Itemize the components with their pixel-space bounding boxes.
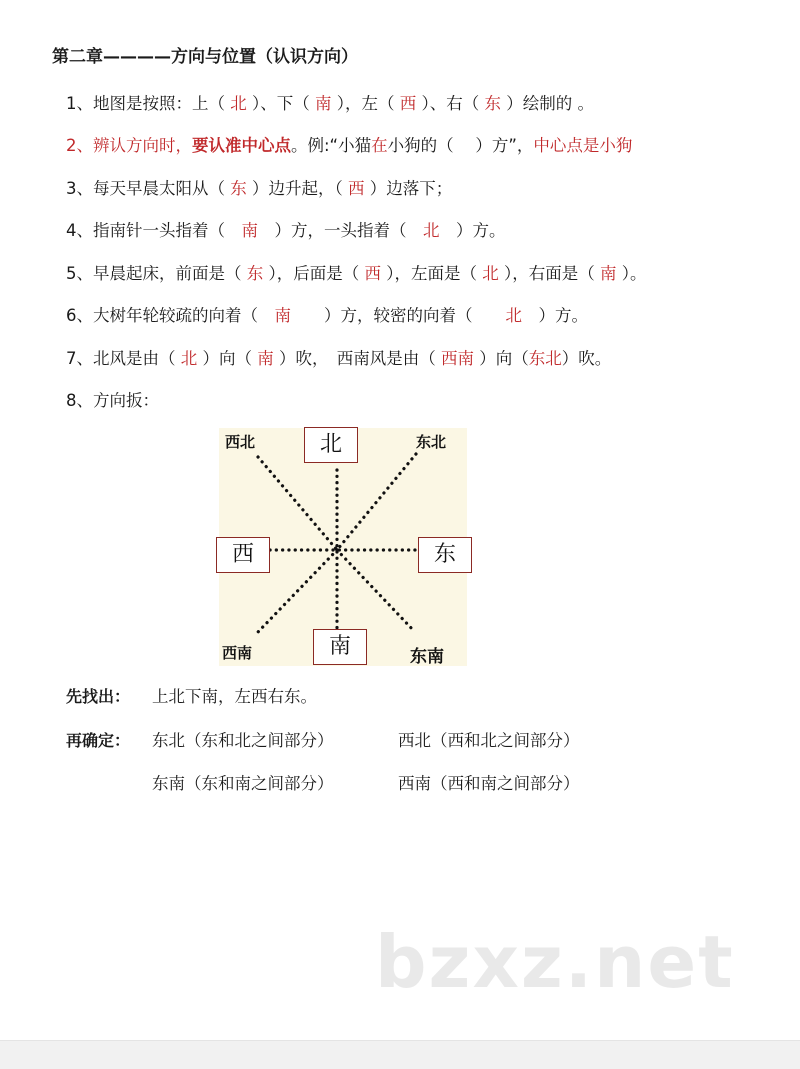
q5-text: ）。 [616, 264, 647, 283]
q3-answer-rise: 东 [230, 179, 247, 198]
q1-text: ），左（ [331, 94, 400, 113]
question-4 [66, 217, 506, 241]
q2-text: 。例:“小猫 [291, 136, 372, 155]
q2-emphasis: 要认准中心点 [192, 136, 291, 155]
q6-text: ）方。 [522, 306, 588, 325]
southeast-explanation: 东南（东和南之间部分） [152, 774, 334, 793]
compass-northeast-label: 东北 [416, 433, 447, 451]
confirm-label: 再确定： [66, 731, 131, 750]
q4-answer-1: 南 [241, 221, 258, 240]
question-2 [66, 132, 632, 156]
q5-answer-right: 南 [600, 264, 617, 283]
q4-text: 4、指南针一头指着（ [66, 221, 242, 240]
compass-northwest-label: 西北 [225, 433, 256, 451]
southeast-line [337, 550, 415, 632]
q5-text: ），右面是（ [498, 264, 600, 283]
compass-west-box: 西 [216, 537, 270, 573]
q1-answer-right: 东 [484, 94, 501, 113]
watermark: bzxz.net [375, 920, 735, 1004]
q5-answer-back: 西 [364, 264, 381, 283]
q4-text: ）方，一头指着（ [258, 221, 423, 240]
q7-text: ）向（ [474, 349, 529, 368]
page-bottom-strip [0, 1040, 800, 1069]
compass-north-box: 北 [304, 427, 358, 463]
q5-text: ），左面是（ [381, 264, 483, 283]
q1-text: 1、地图是按照：上（ [66, 94, 231, 113]
q3-text: 3、每天早晨太阳从（ [66, 179, 231, 198]
question-7 [66, 345, 611, 369]
q5-answer-left: 北 [482, 264, 499, 283]
q4-text: ）方。 [439, 221, 506, 240]
q6-text: 6、大树年轮较疏的向着（ [66, 306, 275, 325]
q6-answer-dense: 北 [505, 306, 522, 325]
q7-answer-1: 北 [180, 349, 198, 368]
compass-east-box: 东 [418, 537, 472, 573]
q1-answer-down: 南 [315, 94, 332, 113]
q6-answer-sparse: 南 [274, 306, 291, 325]
q7-text: 7、北风是由（ [66, 349, 181, 368]
question-5 [66, 260, 647, 284]
q1-text: ）、下（ [246, 94, 315, 113]
q1-answer-up: 北 [230, 94, 247, 113]
q3-text: ）边落下； [364, 179, 453, 198]
q3-answer-set: 西 [348, 179, 365, 198]
q7-text: ）吹， 西南风是由（ [273, 349, 441, 368]
question-8: 8、方向扳： [66, 391, 159, 410]
q2-text: 小狗的（ ）方”， [387, 136, 534, 155]
southwest-explanation: 西南（西和南之间部分） [398, 774, 580, 793]
q2-emphasis: 在 [371, 136, 388, 155]
q1-text: ）、右（ [416, 94, 485, 113]
q5-answer-front: 东 [246, 264, 264, 283]
q7-answer-4: 东北 [528, 349, 562, 368]
compass-southwest-label: 西南 [222, 644, 253, 662]
q2-text: 2、辨认方向时， [66, 136, 192, 155]
northeast-explanation: 东北（东和北之间部分） [152, 731, 334, 750]
find-text: 上北下南，左西右东。 [152, 687, 317, 706]
q7-text: ）向（ [197, 349, 258, 368]
q1-text: ）绘制的 。 [501, 94, 594, 113]
compass-south-box: 南 [313, 629, 367, 665]
q4-answer-2: 北 [423, 221, 440, 240]
q3-text: ）边升起，（ [246, 179, 348, 198]
northwest-explanation: 西北（西和北之间部分） [398, 731, 580, 750]
find-label: 先找出： [66, 687, 131, 706]
question-6 [66, 302, 588, 326]
q2-emphasis: 中心点是小狗 [533, 136, 633, 155]
q7-text: ）吹。 [561, 349, 612, 368]
q5-text: 5、早晨起床，前面是（ [66, 264, 247, 283]
question-1 [66, 90, 594, 114]
question-3 [66, 175, 452, 199]
northeast-line [337, 454, 416, 550]
q7-answer-3: 西南 [441, 349, 474, 368]
q1-answer-left: 西 [399, 94, 417, 113]
chapter-title: 第二章————方向与位置（认识方向） [52, 47, 358, 67]
q7-answer-2: 南 [257, 349, 274, 368]
q5-text: ），后面是（ [263, 264, 365, 283]
q6-text: ）方，较密的向着（ [291, 306, 506, 325]
compass-southeast-label: 东南 [410, 647, 444, 667]
